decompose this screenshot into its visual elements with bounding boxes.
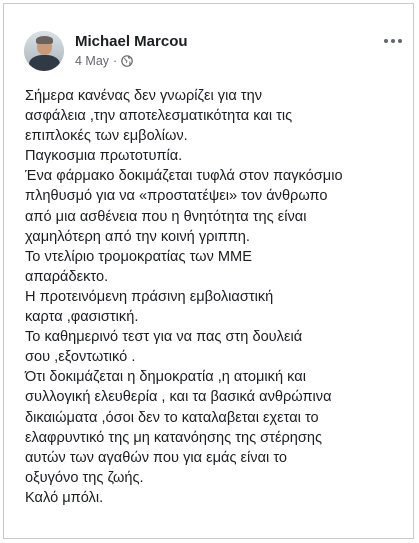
post-text-line: ελαφρυντικό της μη κατανόησης της στέρησης xyxy=(25,429,323,446)
post-text-line: απαράδεκτο. xyxy=(25,268,109,285)
globe-icon xyxy=(121,55,133,67)
post-date[interactable]: 4 May xyxy=(75,54,110,68)
post-text-line: Η προτεινόμενη πράσινη εμβολιαστική xyxy=(25,288,274,305)
post-text-line: πληθυσμό για να «προστατέψει» τον άνθρωπο xyxy=(25,188,328,205)
post-text-line: καρτα ,φασιστική. xyxy=(25,309,139,326)
post-header xyxy=(24,31,404,75)
more-options-icon[interactable] xyxy=(382,35,404,47)
post-text-line: Παγκοσμια πρωτοτυπία. xyxy=(25,148,183,165)
post-text-line: Ότι δοκιμάζεται η δημοκρατία ,η ατομική και xyxy=(25,369,306,386)
post-text xyxy=(25,86,407,508)
post-text-line: αυτών των αγαθών που για εμάς είναι το xyxy=(25,449,287,466)
avatar[interactable] xyxy=(24,31,64,71)
post-text-line: συλλογική ελευθερία , και τα βασικά ανθρώπινα xyxy=(25,389,332,406)
post-text-line: δικαιώματα ,όσοι δεν το καταλαβεται εχεται το xyxy=(25,409,319,426)
post-text-line: Το καθημερινό τεστ για να πας στη δουλειά xyxy=(25,329,303,346)
post-text-line: Ένα φάρμακο δοκιμάζεται τυφλά στον παγκόσμιο xyxy=(25,168,343,185)
post-meta xyxy=(75,54,133,68)
post-text-line: Καλό μπόλι. xyxy=(25,489,104,506)
post-text-line: χαμηλότερη από την κοινή γριππη. xyxy=(25,228,250,245)
meta-separator: · xyxy=(113,54,118,68)
post-text-line: Σήμερα κανένας δεν γνωρίζει για την xyxy=(25,88,262,104)
author-name[interactable]: Michael Marcou xyxy=(75,33,188,50)
post-text-line: Το ντελίριο τρομοκρατίας των ΜΜΕ xyxy=(25,248,252,265)
post-text-line: σου ,εξοντωτικό . xyxy=(25,349,136,366)
post-card xyxy=(3,3,414,539)
post-text-line: ασφάλεια ,την αποτελεσματικότητα και τις xyxy=(25,108,293,125)
post-text-line: επιπλοκές των εμβολίων. xyxy=(25,128,188,145)
post-text-line: από μια ασθένεια που η θνητότητα της είναι xyxy=(25,208,307,225)
post-text-line: οξυγόνο της ζωής. xyxy=(25,469,144,486)
